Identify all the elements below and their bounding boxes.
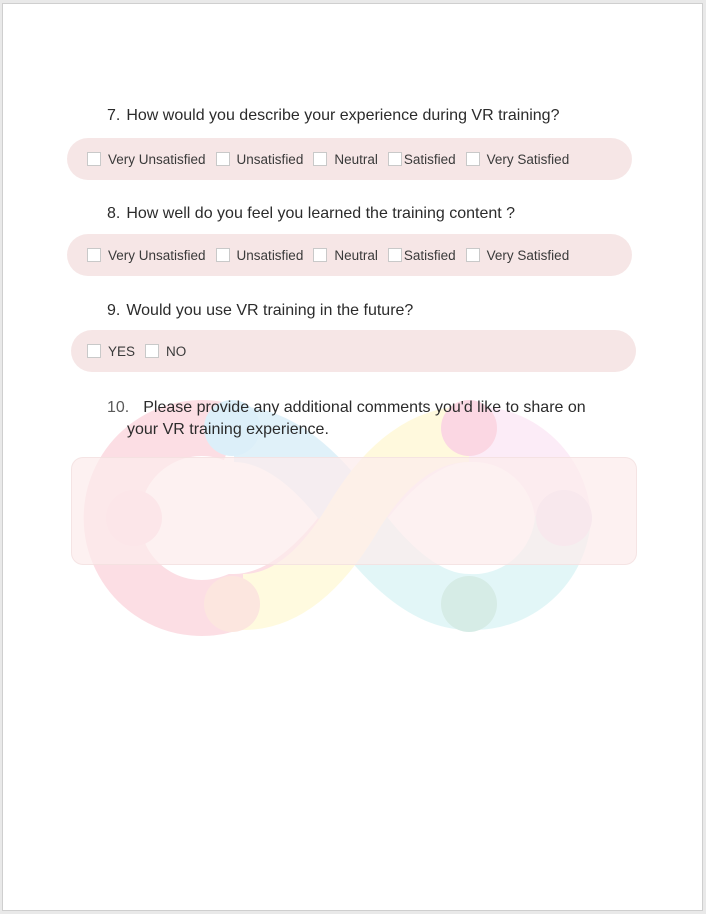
question-7-number: 7. [107, 107, 121, 124]
question-7-options [67, 138, 632, 180]
checkbox[interactable] [388, 248, 402, 262]
comments-textarea[interactable] [71, 457, 637, 565]
q8-option-neutral[interactable]: Neutral [313, 248, 378, 263]
checkbox[interactable] [145, 344, 159, 358]
checkbox[interactable] [216, 248, 230, 262]
question-8-options [67, 234, 632, 276]
q7-option-very-satisfied[interactable]: Very Satisfied [466, 152, 570, 167]
q7-option-neutral[interactable]: Neutral [313, 152, 378, 167]
q8-option-very-satisfied[interactable]: Very Satisfied [466, 248, 570, 263]
question-8 [107, 203, 515, 225]
q9-option-yes[interactable]: YES [87, 344, 135, 359]
question-9-options [71, 330, 636, 372]
question-10 [107, 397, 647, 441]
checkbox[interactable] [388, 152, 402, 166]
question-7-text: How would you describe your experience during VR training? [126, 107, 560, 124]
question-7 [107, 105, 559, 127]
survey-page [2, 3, 703, 911]
q9-option-no[interactable]: NO [145, 344, 186, 359]
q7-option-unsatisfied[interactable]: Unsatisfied [216, 152, 304, 167]
checkbox[interactable] [313, 248, 327, 262]
question-9 [107, 300, 413, 322]
q7-option-very-unsatisfied[interactable]: Very Unsatisfied [87, 152, 206, 167]
q7-option-satisfied[interactable]: Satisfied [388, 152, 456, 167]
checkbox[interactable] [87, 248, 101, 262]
checkbox[interactable] [216, 152, 230, 166]
question-10-text-line2: your VR training experience. [127, 421, 329, 438]
question-10-text-line1: Please provide any additional comments you'd like to share on [143, 399, 586, 416]
checkbox[interactable] [313, 152, 327, 166]
question-9-number: 9. [107, 302, 121, 319]
checkbox[interactable] [87, 152, 101, 166]
checkbox[interactable] [466, 248, 480, 262]
question-8-number: 8. [107, 205, 121, 222]
question-9-text: Would you use VR training in the future? [126, 302, 414, 319]
checkbox[interactable] [466, 152, 480, 166]
q8-option-unsatisfied[interactable]: Unsatisfied [216, 248, 304, 263]
question-8-text: How well do you feel you learned the training content ? [126, 205, 516, 222]
q8-option-very-unsatisfied[interactable]: Very Unsatisfied [87, 248, 206, 263]
checkbox[interactable] [87, 344, 101, 358]
question-10-number: 10. [107, 399, 130, 416]
q8-option-satisfied[interactable]: Satisfied [388, 248, 456, 263]
